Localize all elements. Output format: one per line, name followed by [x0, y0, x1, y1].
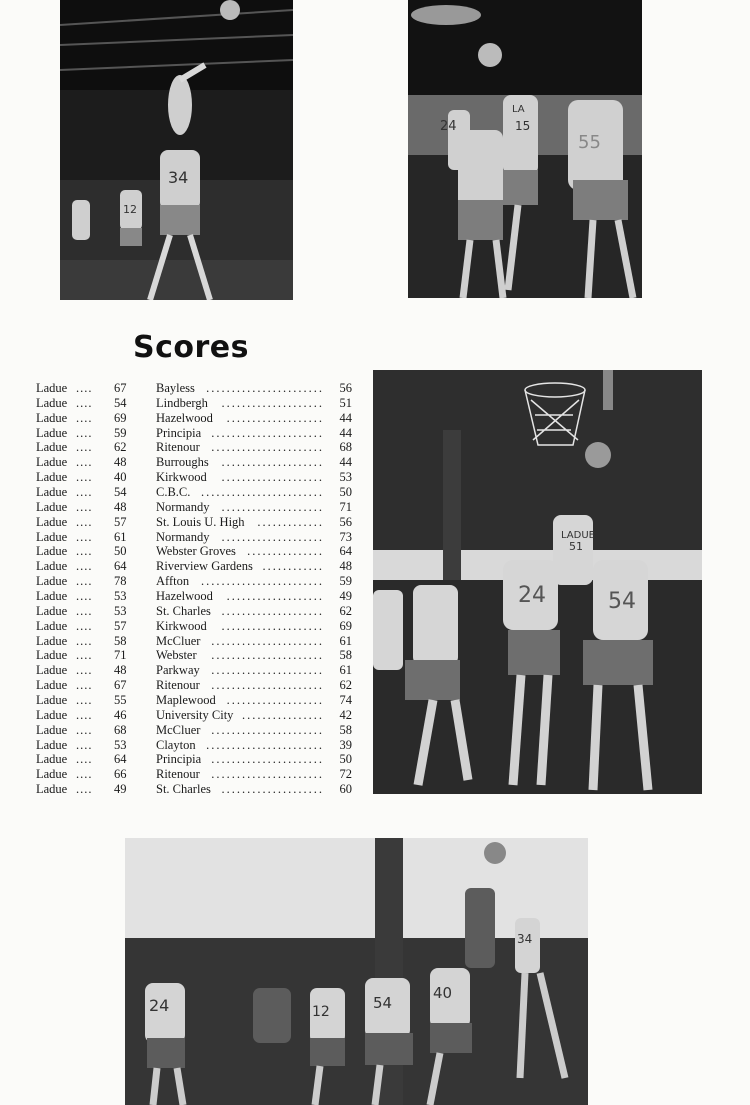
home-score: 53 [114, 603, 127, 618]
page-title: Scores [133, 330, 249, 365]
leader-dots: .... [76, 752, 93, 767]
opponent-name: Kirkwood [156, 470, 207, 485]
leader-dots: .... [76, 722, 93, 737]
home-team: Ladue [36, 514, 68, 529]
home-score: 48 [114, 455, 127, 470]
score-row [36, 381, 352, 396]
opponent-score: 72 [339, 767, 352, 782]
home-team: Ladue [36, 737, 68, 752]
home-score: 49 [114, 782, 127, 797]
leader-dots: ............... [247, 544, 324, 559]
home-score: 67 [114, 678, 127, 693]
opponent-score: 50 [339, 752, 352, 767]
score-row [36, 678, 352, 693]
jersey-number-b-3: 54 [373, 994, 393, 1012]
opponent-score: 59 [339, 574, 352, 589]
leader-dots: .... [76, 559, 93, 574]
leader-dots: ....................... [206, 381, 324, 395]
home-score: 50 [114, 544, 127, 559]
opponent-name: St. Louis U. High [156, 514, 245, 529]
leader-dots: .... [76, 514, 93, 529]
score-row [36, 530, 352, 545]
score-row [36, 426, 352, 441]
home-score: 55 [114, 693, 127, 708]
score-row [36, 589, 352, 604]
score-row [36, 455, 352, 470]
home-team: Ladue [36, 589, 68, 604]
home-score: 67 [114, 381, 127, 395]
scores-table [36, 381, 352, 797]
score-row [36, 500, 352, 515]
jersey-number-tl-1: 34 [168, 168, 189, 187]
home-team: Ladue [36, 678, 68, 693]
opponent-name: Burroughs [156, 455, 209, 470]
opponent-name: Affton [156, 574, 190, 589]
leader-dots: ...................... [211, 633, 324, 648]
photo-top-right [408, 0, 642, 298]
score-row [36, 767, 352, 782]
photo-middle-right [373, 370, 702, 794]
leader-dots: .................... [221, 470, 324, 485]
leader-dots: .... [76, 455, 93, 470]
score-row [36, 634, 352, 649]
home-team: Ladue [36, 633, 68, 648]
opponent-name: Ritenour [156, 678, 200, 693]
home-team: Ladue [36, 529, 68, 544]
leader-dots: ...................... [211, 678, 324, 693]
home-score: 66 [114, 767, 127, 782]
leader-dots: .... [76, 425, 93, 440]
home-team: Ladue [36, 470, 68, 485]
home-score: 48 [114, 663, 127, 678]
leader-dots: .... [76, 499, 93, 514]
opponent-score: 58 [339, 722, 352, 737]
home-score: 62 [114, 440, 127, 455]
opponent-score: 61 [339, 663, 352, 678]
photo-bottom [125, 838, 588, 1105]
home-team: Ladue [36, 707, 68, 722]
leader-dots: ............ [262, 559, 324, 574]
home-team: Ladue [36, 782, 68, 797]
leader-dots: .... [76, 381, 93, 395]
home-team: Ladue [36, 722, 68, 737]
leader-dots: .... [76, 633, 93, 648]
jersey-lettering-mr: LADUE [561, 530, 595, 541]
leader-dots: .... [76, 648, 93, 663]
opponent-score: 42 [339, 707, 352, 722]
leader-dots: ...................... [211, 648, 324, 663]
score-row [36, 559, 352, 574]
home-team: Ladue [36, 485, 68, 500]
score-row [36, 544, 352, 559]
home-team: Ladue [36, 425, 68, 440]
score-row [36, 782, 352, 797]
score-row [36, 470, 352, 485]
opponent-score: 60 [339, 782, 352, 797]
opponent-score: 71 [339, 499, 352, 514]
opponent-name: Hazelwood [156, 589, 213, 604]
leader-dots: .... [76, 693, 93, 708]
score-row [36, 738, 352, 753]
leader-dots: ........................ [201, 485, 324, 500]
home-score: 48 [114, 499, 127, 514]
opponent-score: 68 [339, 440, 352, 455]
home-score: 53 [114, 589, 127, 604]
opponent-score: 44 [339, 425, 352, 440]
opponent-score: 62 [339, 678, 352, 693]
home-score: 71 [114, 648, 127, 663]
opponent-score: 49 [339, 589, 352, 604]
leader-dots: ...................... [211, 663, 324, 678]
jersey-number-tr-3: 55 [578, 132, 601, 153]
home-score: 64 [114, 752, 127, 767]
opponent-score: 58 [339, 648, 352, 663]
home-team: Ladue [36, 455, 68, 470]
score-row [36, 574, 352, 589]
opponent-score: 74 [339, 693, 352, 708]
leader-dots: .................... [221, 618, 324, 633]
home-team: Ladue [36, 395, 68, 410]
leader-dots: ........................ [201, 574, 324, 589]
opponent-score: 73 [339, 529, 352, 544]
opponent-name: Normandy [156, 529, 210, 544]
opponent-score: 44 [339, 410, 352, 425]
leader-dots: .... [76, 782, 93, 797]
leader-dots: .... [76, 544, 93, 559]
leader-dots: .... [76, 529, 93, 544]
opponent-score: 51 [339, 395, 352, 410]
home-team: Ladue [36, 381, 68, 395]
jersey-number-tr-2: 15 [515, 119, 531, 133]
opponent-name: Principia [156, 752, 202, 767]
home-team: Ladue [36, 767, 68, 782]
opponent-name: Bayless [156, 381, 195, 395]
home-team: Ladue [36, 440, 68, 455]
score-row [36, 723, 352, 738]
opponent-name: C.B.C. [156, 485, 191, 500]
opponent-score: 44 [339, 455, 352, 470]
jersey-number-b-1: 24 [149, 996, 170, 1015]
leader-dots: ....................... [206, 737, 324, 752]
opponent-name: University City [156, 707, 234, 722]
home-team: Ladue [36, 663, 68, 678]
opponent-score: 62 [339, 603, 352, 618]
home-score: 40 [114, 470, 127, 485]
leader-dots: .... [76, 603, 93, 618]
score-row [36, 515, 352, 530]
leader-dots: .... [76, 618, 93, 633]
leader-dots: .... [76, 707, 93, 722]
leader-dots: .................... [221, 395, 324, 410]
home-score: 46 [114, 707, 127, 722]
leader-dots: .... [76, 395, 93, 410]
leader-dots: ...................... [211, 752, 324, 767]
home-score: 54 [114, 485, 127, 500]
home-team: Ladue [36, 499, 68, 514]
leader-dots: ................... [226, 410, 324, 425]
leader-dots: .................... [221, 529, 324, 544]
jersey-number-mr-2: 54 [608, 589, 636, 614]
opponent-name: McCluer [156, 633, 201, 648]
opponent-score: 69 [339, 618, 352, 633]
home-team: Ladue [36, 693, 68, 708]
jersey-number-mr-1: 24 [518, 583, 546, 608]
leader-dots: .... [76, 767, 93, 782]
opponent-name: St. Charles [156, 782, 211, 797]
opponent-name: Ritenour [156, 767, 200, 782]
leader-dots: .................... [221, 782, 324, 797]
leader-dots: .... [76, 485, 93, 500]
leader-dots: .................... [221, 603, 324, 618]
opponent-name: McCluer [156, 722, 201, 737]
opponent-score: 39 [339, 737, 352, 752]
score-row [36, 604, 352, 619]
score-row [36, 411, 352, 426]
opponent-name: Lindbergh [156, 395, 208, 410]
leader-dots: .... [76, 470, 93, 485]
leader-dots: ................... [226, 693, 324, 708]
score-row [36, 485, 352, 500]
opponent-name: Webster [156, 648, 197, 663]
opponent-score: 56 [339, 381, 352, 395]
home-team: Ladue [36, 559, 68, 574]
jersey-number-mr-3: 51 [569, 540, 583, 553]
leader-dots: .... [76, 440, 93, 455]
score-row [36, 663, 352, 678]
home-score: 78 [114, 574, 127, 589]
home-team: Ladue [36, 544, 68, 559]
home-team: Ladue [36, 603, 68, 618]
score-row [36, 619, 352, 634]
leader-dots: ................ [242, 707, 324, 722]
leader-dots: .... [76, 678, 93, 693]
home-score: 57 [114, 618, 127, 633]
photo-top-left [60, 0, 293, 300]
opponent-score: 50 [339, 485, 352, 500]
home-score: 59 [114, 425, 127, 440]
jersey-number-b-4: 40 [433, 984, 453, 1002]
score-row [36, 648, 352, 663]
leader-dots: .... [76, 737, 93, 752]
leader-dots: ...................... [211, 767, 324, 782]
leader-dots: ...................... [211, 440, 324, 455]
jersey-lettering-tr: LA [512, 104, 525, 115]
jersey-number-tl-2: 12 [123, 203, 137, 216]
home-team: Ladue [36, 618, 68, 633]
opponent-name: Clayton [156, 737, 196, 752]
opponent-score: 56 [339, 514, 352, 529]
score-row [36, 440, 352, 455]
leader-dots: .... [76, 410, 93, 425]
opponent-name: Hazelwood [156, 410, 213, 425]
opponent-name: Kirkwood [156, 618, 207, 633]
leader-dots: ...................... [211, 722, 324, 737]
jersey-number-tr-1: 24 [440, 119, 457, 134]
opponent-name: Parkway [156, 663, 200, 678]
opponent-score: 61 [339, 633, 352, 648]
opponent-score: 53 [339, 470, 352, 485]
opponent-name: Principia [156, 425, 202, 440]
score-row [36, 752, 352, 767]
home-team: Ladue [36, 410, 68, 425]
home-score: 69 [114, 410, 127, 425]
leader-dots: ...................... [211, 425, 324, 440]
score-row [36, 693, 352, 708]
leader-dots: .... [76, 574, 93, 589]
opponent-name: Webster Groves [156, 544, 236, 559]
home-team: Ladue [36, 574, 68, 589]
jersey-number-b-2: 12 [312, 1004, 330, 1020]
score-row [36, 396, 352, 411]
home-score: 61 [114, 529, 127, 544]
home-score: 57 [114, 514, 127, 529]
home-score: 58 [114, 633, 127, 648]
home-score: 64 [114, 559, 127, 574]
leader-dots: .................... [221, 499, 324, 514]
opponent-name: Maplewood [156, 693, 216, 708]
jersey-number-b-5: 34 [517, 932, 533, 946]
opponent-name: Riverview Gardens [156, 559, 253, 574]
leader-dots: .................... [221, 455, 324, 470]
opponent-name: St. Charles [156, 603, 211, 618]
home-score: 54 [114, 395, 127, 410]
home-team: Ladue [36, 752, 68, 767]
home-team: Ladue [36, 648, 68, 663]
leader-dots: .... [76, 589, 93, 604]
opponent-score: 64 [339, 544, 352, 559]
home-score: 53 [114, 737, 127, 752]
score-row [36, 708, 352, 723]
opponent-name: Normandy [156, 499, 210, 514]
leader-dots: .... [76, 663, 93, 678]
leader-dots: ............. [257, 514, 324, 529]
opponent-name: Ritenour [156, 440, 200, 455]
home-score: 68 [114, 722, 127, 737]
leader-dots: ................... [226, 589, 324, 604]
opponent-score: 48 [339, 559, 352, 574]
